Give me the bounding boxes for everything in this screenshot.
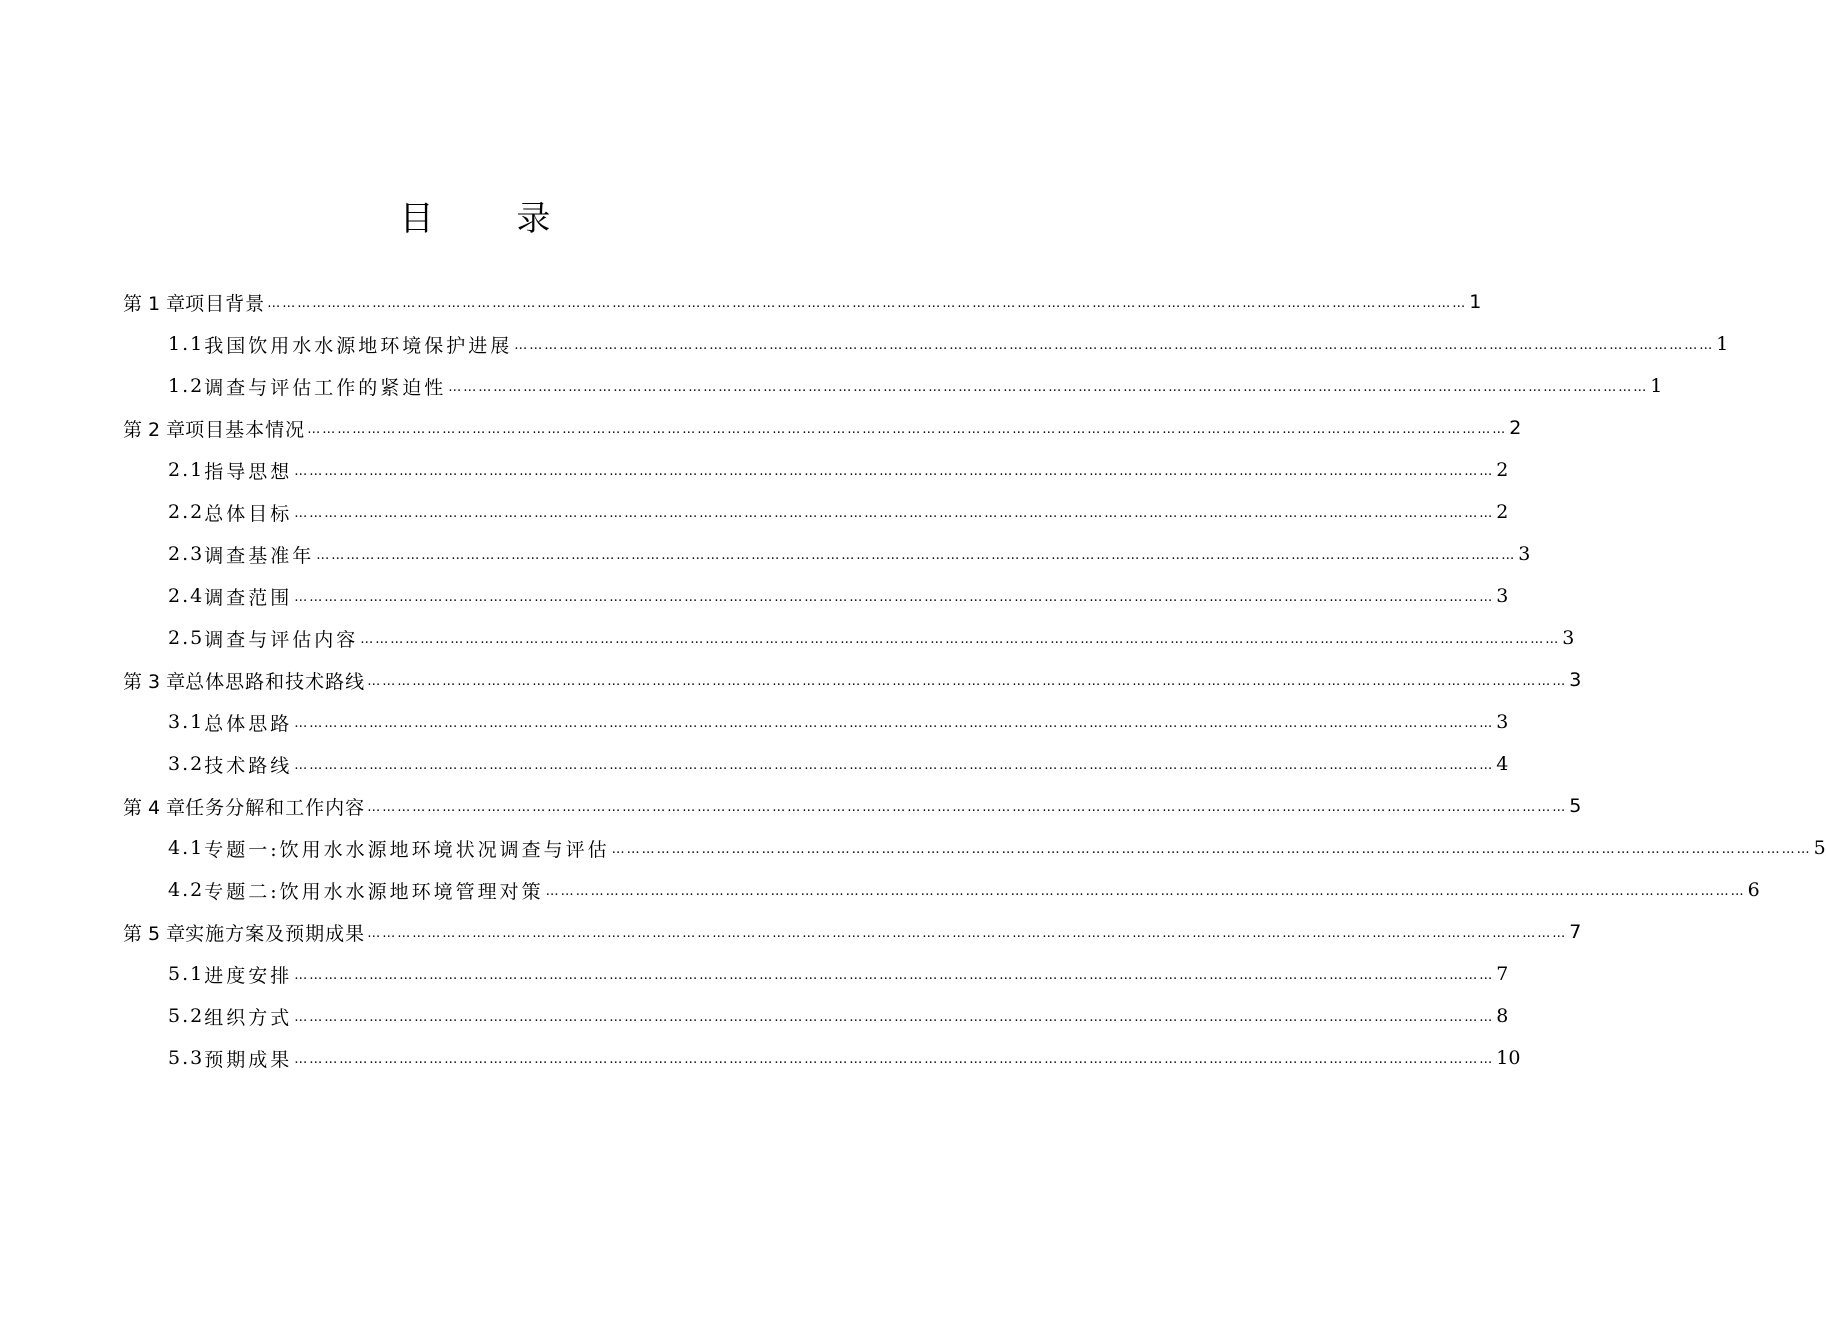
toc-entry-title: 调查与评估内容	[204, 628, 359, 651]
toc-entry-number: 第 1 章	[123, 292, 186, 315]
toc-entry-number: 第 5 章	[123, 922, 186, 945]
toc-section-entry[interactable]	[0, 1037, 1521, 1079]
toc-page-number: 4	[1496, 753, 1509, 775]
toc-section-entry[interactable]	[0, 953, 1509, 995]
toc-entry-number: 5.1	[168, 963, 205, 985]
toc-entry-number: 3.1	[168, 711, 205, 733]
toc-page-number: 2	[1496, 501, 1509, 523]
toc-dot-leader: ……………………………………………………………………………………………………………………………………………………………………………………………………………………	[545, 883, 1746, 899]
toc-entry-title: 进度安排	[204, 964, 293, 987]
toc-entry-number: 4.1	[168, 837, 205, 859]
toc-entry-number: 2.2	[168, 501, 205, 523]
toc-page-number: 2	[1509, 417, 1522, 439]
toc-page-number: 10	[1496, 1047, 1521, 1069]
toc-dot-leader: ……………………………………………………………………………………………………………………………………………………………………………………………………………………	[294, 757, 1495, 773]
toc-entry-number: 5.2	[168, 1005, 205, 1027]
toc-section-entry[interactable]	[0, 869, 1760, 911]
toc-page-number: 3	[1496, 585, 1509, 607]
toc-entry-title: 项目基本情况	[185, 418, 306, 441]
toc-page-number: 7	[1496, 963, 1509, 985]
toc-page-number: 3	[1518, 543, 1531, 565]
toc-entry-title: 专题一:饮用水水源地环境状况调查与评估	[204, 838, 610, 861]
toc-page-number: 1	[1716, 333, 1729, 355]
toc-list	[0, 281, 1826, 1079]
toc-dot-leader: ……………………………………………………………………………………………………………………………………………………………………………………………………………………	[294, 1051, 1495, 1067]
toc-page-number: 5	[1813, 837, 1826, 859]
toc-entry-number: 第 4 章	[123, 796, 186, 819]
toc-dot-leader: ……………………………………………………………………………………………………………………………………………………………………………………………………………………	[367, 673, 1568, 689]
toc-entry-number: 4.2	[168, 879, 205, 901]
toc-section-entry[interactable]	[0, 449, 1509, 491]
toc-page-number: 8	[1496, 1005, 1509, 1027]
toc-entry-title: 我国饮用水水源地环境保护进展	[204, 334, 513, 357]
toc-entry-title: 指导思想	[204, 460, 293, 483]
toc-page-number: 1	[1650, 375, 1663, 397]
toc-entry-title: 任务分解和工作内容	[185, 796, 366, 819]
toc-page-number: 1	[1469, 291, 1482, 313]
toc-page-number: 3	[1569, 669, 1582, 691]
toc-page-number: 2	[1496, 459, 1509, 481]
toc-entry-title: 专题二:饮用水水源地环境管理对策	[204, 880, 544, 903]
toc-chapter-entry[interactable]	[0, 785, 1582, 827]
toc-section-entry[interactable]	[0, 365, 1663, 407]
toc-dot-leader: ……………………………………………………………………………………………………………………………………………………………………………………………………………………	[316, 547, 1517, 563]
toc-entry-number: 第 2 章	[123, 418, 186, 441]
toc-dot-leader: ……………………………………………………………………………………………………………………………………………………………………………………………………………………	[267, 295, 1468, 311]
toc-section-entry[interactable]	[0, 995, 1509, 1037]
toc-entry-number: 2.1	[168, 459, 205, 481]
toc-page-number: 3	[1496, 711, 1509, 733]
toc-chapter-entry[interactable]	[0, 407, 1522, 449]
toc-section-entry[interactable]	[0, 617, 1575, 659]
toc-dot-leader: ……………………………………………………………………………………………………………………………………………………………………………………………………………………	[294, 463, 1495, 479]
toc-dot-leader: ……………………………………………………………………………………………………………………………………………………………………………………………………………………	[367, 925, 1568, 941]
toc-chapter-entry[interactable]	[0, 911, 1582, 953]
toc-entry-number: 2.4	[168, 585, 205, 607]
toc-section-entry[interactable]	[0, 533, 1531, 575]
toc-entry-title: 总体思路	[204, 712, 293, 735]
toc-dot-leader: ……………………………………………………………………………………………………………………………………………………………………………………………………………………	[294, 967, 1495, 983]
toc-page-number: 3	[1562, 627, 1575, 649]
toc-section-entry[interactable]	[0, 701, 1509, 743]
toc-page-number: 7	[1569, 921, 1582, 943]
toc-entry-number: 第 3 章	[123, 670, 186, 693]
toc-dot-leader: ……………………………………………………………………………………………………………………………………………………………………………………………………………………	[514, 337, 1715, 353]
toc-dot-leader: ……………………………………………………………………………………………………………………………………………………………………………………………………………………	[294, 505, 1495, 521]
toc-page-number: 5	[1569, 795, 1582, 817]
toc-entry-title: 技术路线	[204, 754, 293, 777]
toc-entry-title: 项目背景	[185, 292, 266, 315]
toc-entry-number: 5.3	[168, 1047, 205, 1069]
toc-section-entry[interactable]	[0, 323, 1729, 365]
toc-entry-title: 总体思路和技术路线	[185, 670, 366, 693]
toc-dot-leader: ……………………………………………………………………………………………………………………………………………………………………………………………………………………	[360, 631, 1561, 647]
toc-chapter-entry[interactable]	[0, 281, 1482, 323]
toc-section-entry[interactable]	[0, 575, 1509, 617]
toc-entry-title: 组织方式	[204, 1006, 293, 1029]
toc-entry-title: 调查与评估工作的紧迫性	[204, 376, 447, 399]
toc-dot-leader: ……………………………………………………………………………………………………………………………………………………………………………………………………………………	[294, 715, 1495, 731]
toc-entry-title: 调查基准年	[204, 544, 315, 567]
toc-entry-number: 2.3	[168, 543, 205, 565]
toc-section-entry[interactable]	[0, 743, 1509, 785]
toc-entry-title: 总体目标	[204, 502, 293, 525]
toc-entry-title: 实施方案及预期成果	[185, 922, 366, 945]
toc-title: 目 录	[399, 199, 587, 239]
toc-dot-leader: ……………………………………………………………………………………………………………………………………………………………………………………………………………………	[367, 799, 1568, 815]
toc-entry-number: 1.2	[168, 375, 205, 397]
toc-dot-leader: ……………………………………………………………………………………………………………………………………………………………………………………………………………………	[307, 421, 1508, 437]
toc-dot-leader: ……………………………………………………………………………………………………………………………………………………………………………………………………………………	[448, 379, 1649, 395]
toc-chapter-entry[interactable]	[0, 659, 1582, 701]
toc-page-number: 6	[1747, 879, 1760, 901]
toc-section-entry[interactable]	[0, 827, 1826, 869]
toc-dot-leader: ……………………………………………………………………………………………………………………………………………………………………………………………………………………	[294, 1009, 1495, 1025]
toc-entry-number: 3.2	[168, 753, 205, 775]
toc-entry-number: 1.1	[168, 333, 205, 355]
toc-section-entry[interactable]	[0, 491, 1509, 533]
toc-dot-leader: ……………………………………………………………………………………………………………………………………………………………………………………………………………………	[611, 841, 1812, 857]
toc-entry-title: 预期成果	[204, 1048, 293, 1071]
toc-entry-number: 2.5	[168, 627, 205, 649]
toc-dot-leader: ……………………………………………………………………………………………………………………………………………………………………………………………………………………	[294, 589, 1495, 605]
toc-entry-title: 调查范围	[204, 586, 293, 609]
